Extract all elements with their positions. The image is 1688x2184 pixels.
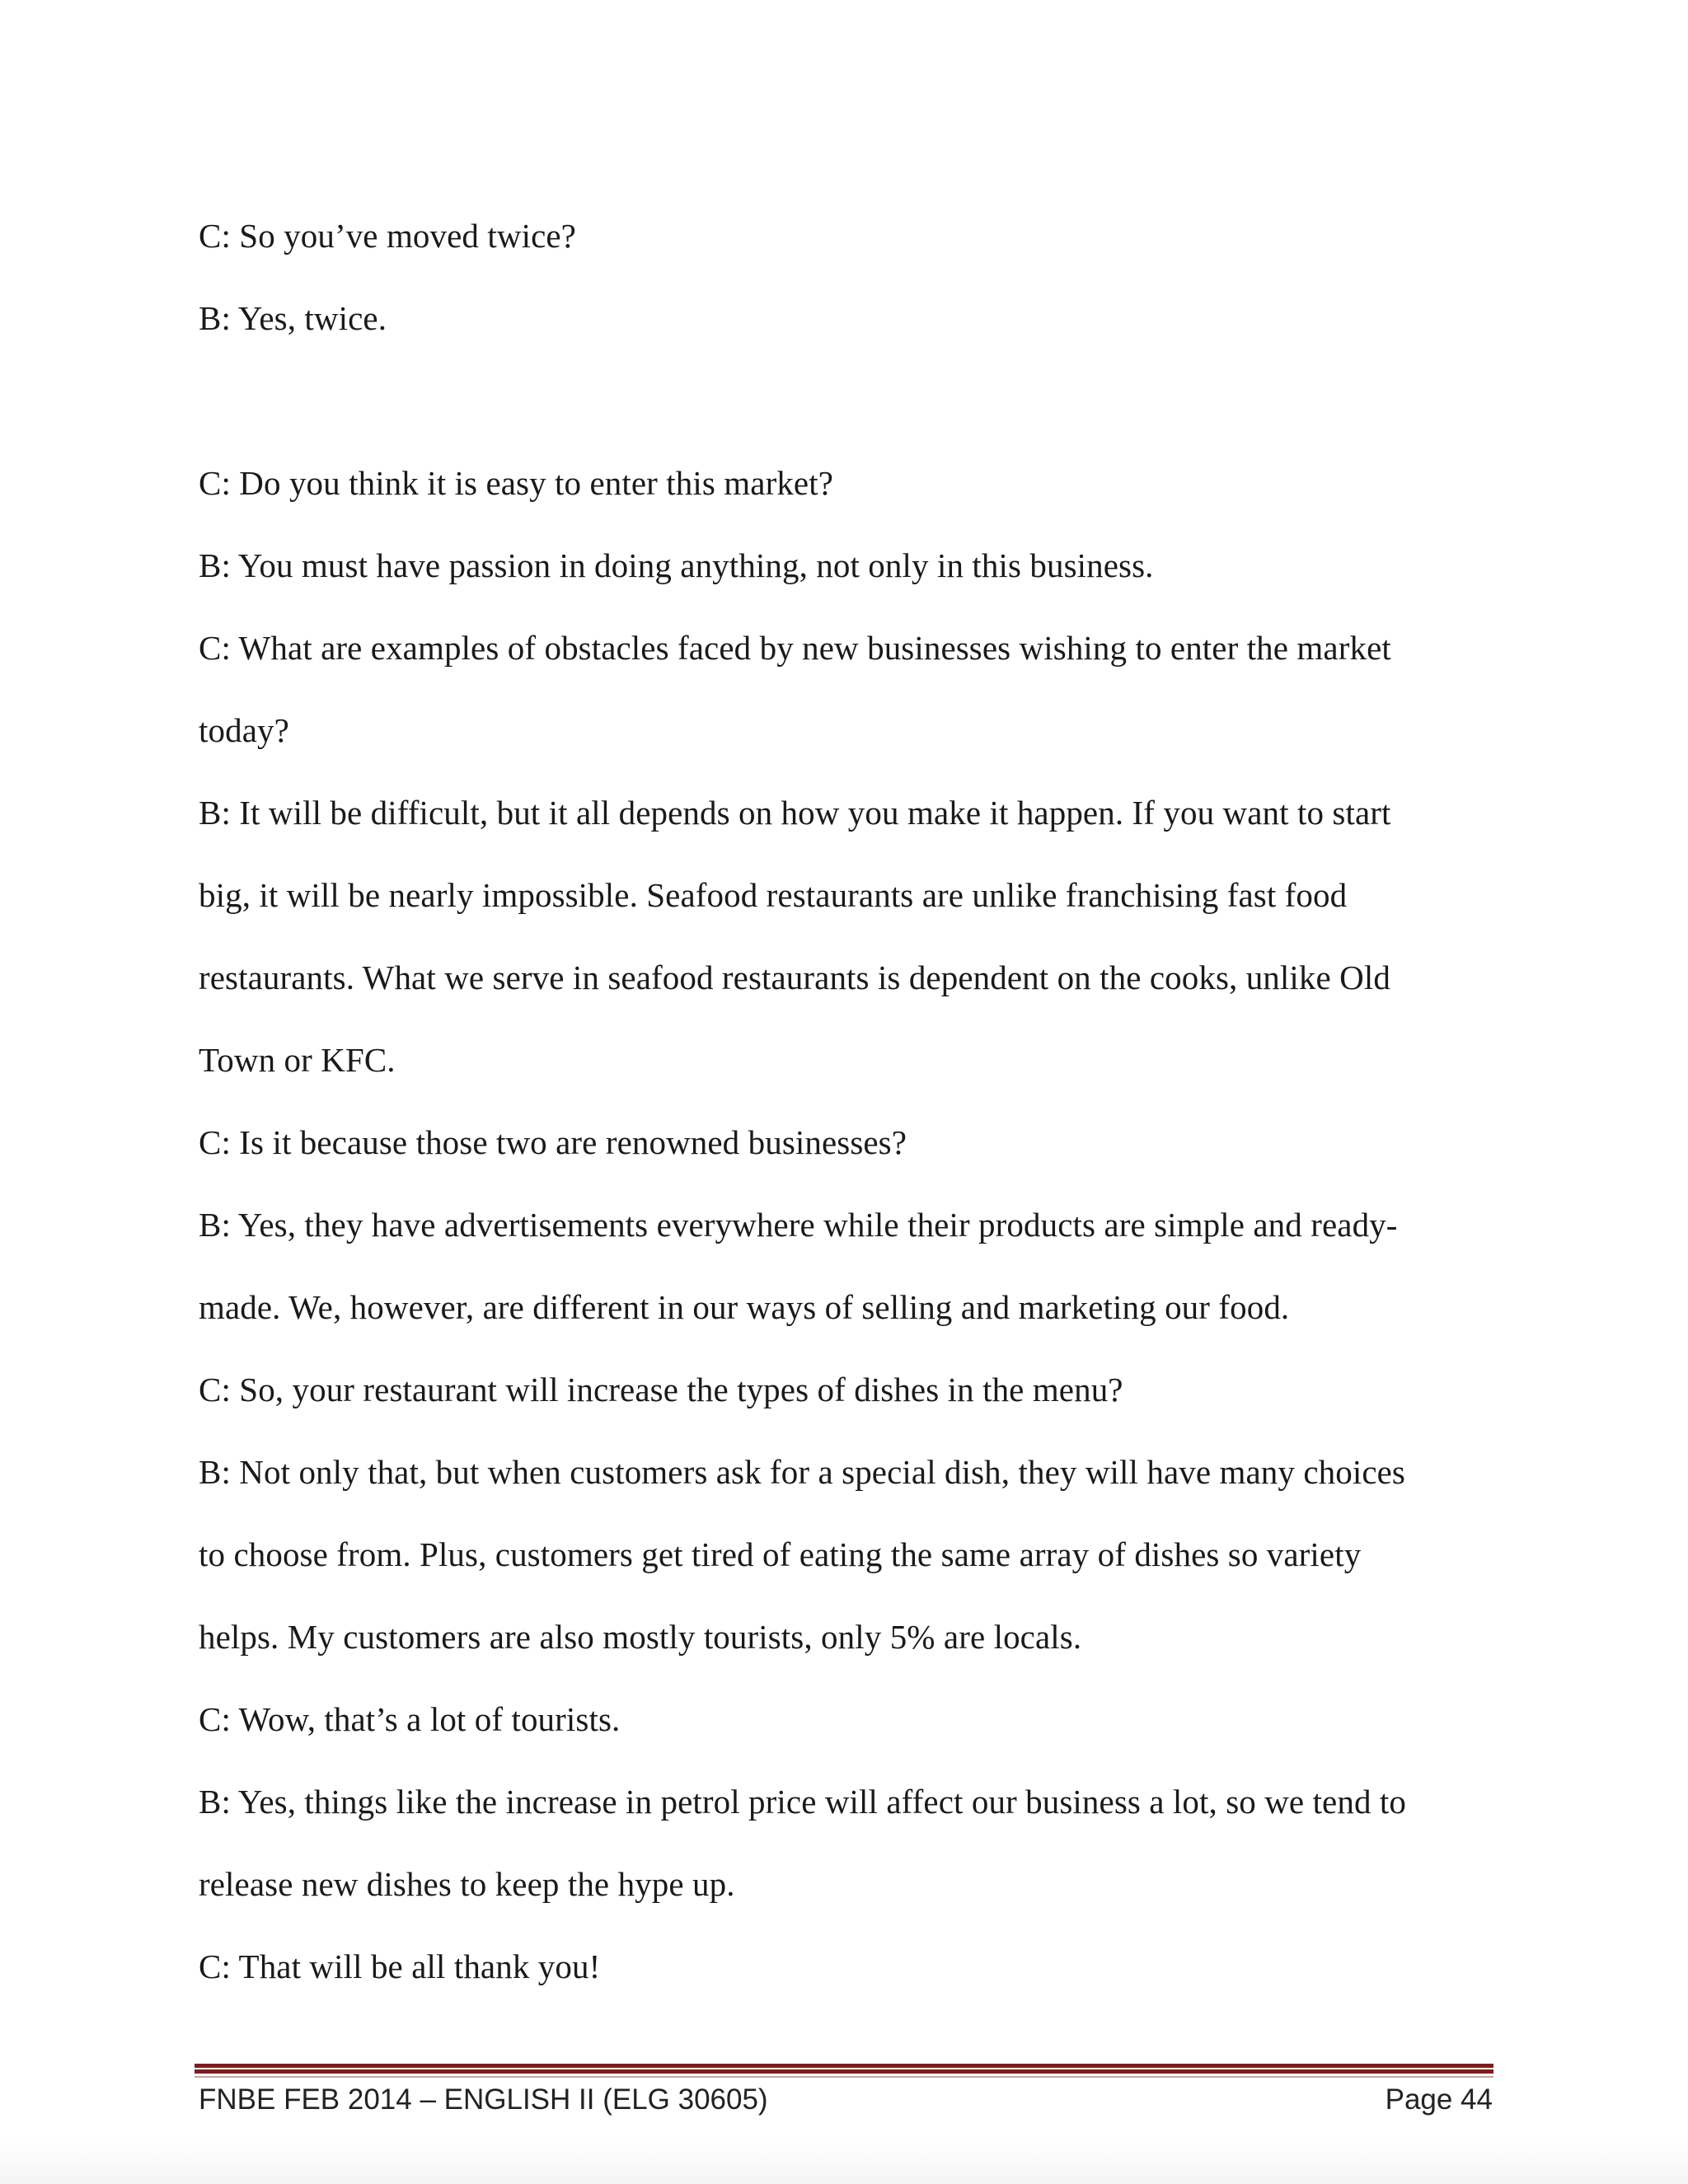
transcript-line: C: So you’ve moved twice? bbox=[199, 217, 576, 255]
transcript-line: B: Yes, twice. bbox=[199, 299, 387, 337]
transcript-line: C: Wow, that’s a lot of tourists. bbox=[199, 1700, 621, 1738]
page-number: Page 44 bbox=[1385, 2083, 1493, 2116]
interview-transcript bbox=[199, 194, 1484, 2008]
transcript-line: B: Yes, things like the increase in petrol price will affect our business a lot, so we tend to bbox=[199, 1783, 1406, 1821]
transcript-line: made. We, however, are different in our ways of selling and marketing our food. bbox=[199, 1288, 1290, 1326]
transcript-line: big, it will be nearly impossible. Seafood restaurants are unlike franchising fast food bbox=[199, 876, 1348, 914]
page-footer bbox=[199, 2077, 1493, 2123]
transcript-line: C: So, your restaurant will increase the types of dishes in the menu? bbox=[199, 1371, 1123, 1408]
transcript-line: Town or KFC. bbox=[199, 1041, 396, 1079]
transcript-line: to choose from. Plus, customers get tired of eating the same array of dishes so variety bbox=[199, 1535, 1362, 1573]
footer-rule bbox=[195, 2064, 1493, 2068]
transcript-line: C: What are examples of obstacles faced by new businesses wishing to enter the market bbox=[199, 629, 1391, 667]
transcript-line: helps. My customers are also mostly tourists, only 5% are locals. bbox=[199, 1618, 1082, 1656]
transcript-line: B: Yes, they have advertisements everywhere while their products are simple and ready- bbox=[199, 1206, 1398, 1244]
transcript-line: restaurants. What we serve in seafood restaurants is dependent on the cooks, unlike Old bbox=[199, 958, 1390, 996]
transcript-line: B: You must have passion in doing anything, not only in this business. bbox=[199, 546, 1154, 584]
transcript-line: C: That will be all thank you! bbox=[199, 1947, 601, 1985]
transcript-line: B: It will be difficult, but it all depends on how you make it happen. If you want to start bbox=[199, 794, 1391, 832]
footer-rule bbox=[195, 2069, 1493, 2074]
transcript-line: C: Do you think it is easy to enter this market? bbox=[199, 464, 834, 502]
page-bottom-edge bbox=[0, 2135, 1688, 2184]
transcript-line: today? bbox=[199, 711, 289, 749]
footer-course-title: FNBE FEB 2014 – ENGLISH II (ELG 30605) bbox=[199, 2083, 768, 2116]
blank-line bbox=[199, 359, 1484, 442]
transcript-line: C: Is it because those two are renowned businesses? bbox=[199, 1123, 907, 1161]
transcript-line: B: Not only that, but when customers ask for a special dish, they will have many choices bbox=[199, 1453, 1405, 1491]
transcript-line: release new dishes to keep the hype up. bbox=[199, 1865, 735, 1903]
